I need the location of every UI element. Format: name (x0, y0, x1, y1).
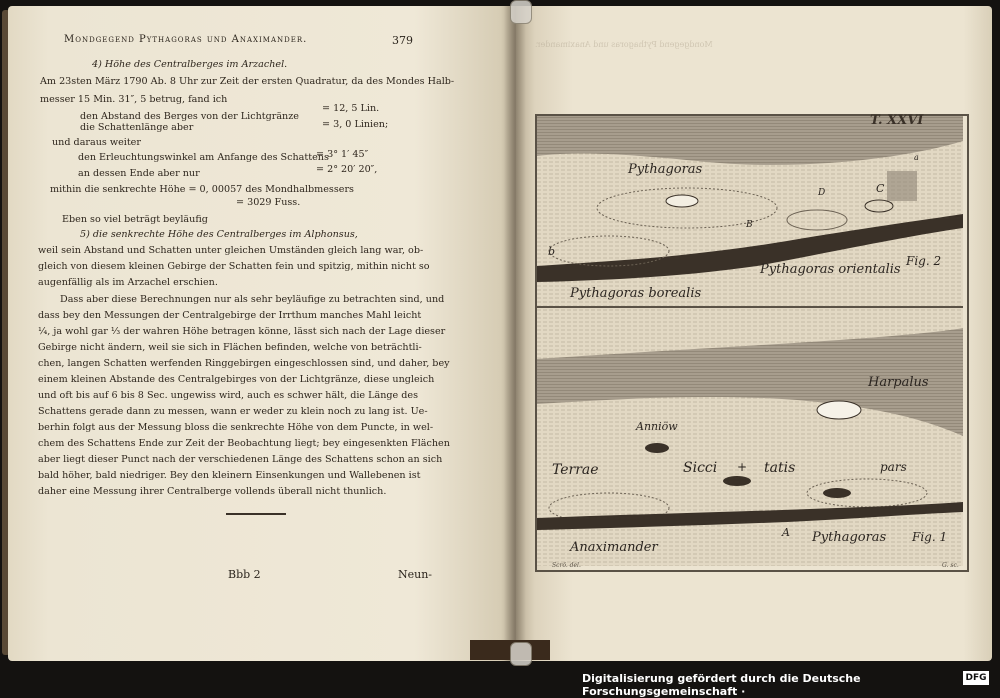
text-line: einem kleinen Abstande des Centralgebirges von der Lichtgränze, diese ungleich (38, 374, 435, 385)
text-line: weil sein Abstand und Schatten unter gleichen Umständen gleich lang war, ob- (38, 245, 424, 256)
fig1-label: Sicci (683, 460, 718, 476)
text-line: Eben so viel beträgt beyläufig (62, 214, 208, 225)
fig1-label: Terrae (552, 462, 599, 478)
end-ornament (226, 513, 286, 515)
fig2-label: B (746, 220, 753, 230)
text-line: an dessen Ende aber nur (78, 168, 200, 179)
figure-separator (537, 306, 963, 308)
fig1-crater (823, 488, 851, 498)
engraving-credit-right: G. sc. (942, 562, 959, 569)
text-line: bald höher, bald niedriger. Bey den kleinern Einsenkungen und Wallebenen ist (38, 470, 421, 481)
text-line: daher eine Messung ihrer Centralberge vollends überall nicht thunlich. (38, 486, 387, 497)
text-line: Gebirge nicht ändern, weil sie sich in Flächen befinden, welche von beträchtli- (38, 342, 422, 353)
fig1-label: pars (880, 460, 907, 474)
fig2-label: Fig. 2 (906, 254, 942, 268)
fig1-label: Fig. 1 (912, 530, 948, 544)
fig2-label: Pythagoras (628, 162, 703, 177)
plate-label: T. XXVI (870, 113, 924, 128)
page-number: 379 (392, 34, 413, 47)
text-line: = 3° 1′ 45″ (316, 149, 369, 160)
fig1-label: A (782, 526, 790, 539)
catchword: Neun- (398, 568, 433, 581)
text-line: messer 15 Min. 31″, 5 betrug, fand ich (40, 94, 228, 105)
text-line: = 2° 20′ 20″, (316, 164, 378, 175)
fig1-label: Pythagoras (812, 530, 887, 545)
page-clip-top (510, 0, 532, 24)
fig2-crater (666, 195, 698, 207)
text-line: Am 23sten März 1790 Ab. 8 Uhr zur Zeit der ersten Quadratur, da des Mondes Halb- (40, 76, 455, 87)
fig1-label: Anaximander (570, 540, 658, 555)
fig1-label: + (737, 460, 748, 474)
fig1-label: Harpalus (868, 375, 929, 390)
signature-mark: Bbb 2 (228, 568, 261, 581)
fig1-crater (817, 401, 861, 419)
text-line: chem des Schattens Ende zur Zeit der Beobachtung liegt; bey eingesenkten Flächen (38, 438, 450, 449)
text-line: gleich von diesem kleinen Gebirge der Schatten fein und spitzig, mithin nicht so (38, 261, 430, 272)
fig2-label: b (548, 245, 556, 258)
running-head: Mondgegend Pythagoras und Anaximander. (64, 34, 308, 45)
text-line: und oft bis auf 6 bis 8 Sec. ungewiss wird, auch es schwer hält, die Länge des (38, 390, 419, 401)
text-line: 4) Höhe des Centralberges im Arzachel. (92, 59, 288, 70)
dfg-logo: DFG (963, 671, 989, 685)
fig1-crater (645, 443, 669, 453)
fig2-shaded-crater (887, 171, 917, 201)
text-line: = 3, 0 Linien; (322, 119, 389, 130)
text-line: aber liegt dieser Punct nach der verschiedenen Länge des Schattens schon an sich (38, 454, 443, 465)
text-line: Dass aber diese Berechnungen nur als sehr beyläufige zu betrachten sind, und (60, 294, 445, 305)
text-line: den Erleuchtungswinkel am Anfange des Schattens (78, 152, 329, 163)
page-clip-bottom (510, 642, 532, 666)
text-line: den Abstand des Berges von der Lichtgränze (80, 111, 299, 122)
fig2-label: Pythagoras orientalis (760, 262, 901, 277)
text-line: und daraus weiter (52, 137, 141, 148)
text-line: augenfällig als im Arzachel erschien. (38, 277, 218, 288)
fig1-label: tatis (764, 460, 796, 476)
text-line: ¼, ja wohl gar ⅓ der wahren Höhe betragen könne, lässt sich nach der Lage dieser (38, 326, 446, 337)
fig2-label: Pythagoras borealis (570, 286, 702, 301)
text-line: = 3029 Fuss. (236, 197, 301, 208)
text-line: chen, langen Schatten werfenden Ringgebirgen eingeschlossen sind, und daher, bey (38, 358, 450, 369)
text-line: = 12, 5 Lin. (322, 103, 380, 114)
text-line: mithin die senkrechte Höhe = 0, 00057 des Mondhalbmessers (50, 184, 354, 195)
text-line: dass bey den Messungen der Centralgebirge der Irrthum manches Mahl leicht (38, 310, 422, 321)
text-line: 5) die senkrechte Höhe des Centralberges im Alphonsus, (80, 229, 358, 240)
funding-footer: Digitalisierung gefördert durch die Deutsche Forschungsgemeinschaft · (582, 672, 861, 698)
engraved-plate (537, 116, 963, 566)
bleed-through-text: Mondgegend Pythagoras und Anaximander. (535, 40, 713, 49)
text-line: berhin folgt aus der Messung bloss die senkrechte Höhe von dem Puncte, in wel- (38, 422, 434, 433)
fig2-label: a (914, 153, 919, 162)
fig1-crater (723, 476, 751, 486)
book-gutter (504, 6, 526, 661)
fig2-label: D (818, 188, 826, 198)
fig2-label: C (876, 182, 885, 195)
engraving-credit-left: Scrö. del. (552, 562, 581, 569)
text-line: Schattens gerade dann zu messen, wann er weder zu klein noch zu lang ist. Ue- (38, 406, 428, 417)
text-line: die Schattenlänge aber (80, 122, 194, 133)
fig1-label: Anniöw (636, 420, 678, 433)
